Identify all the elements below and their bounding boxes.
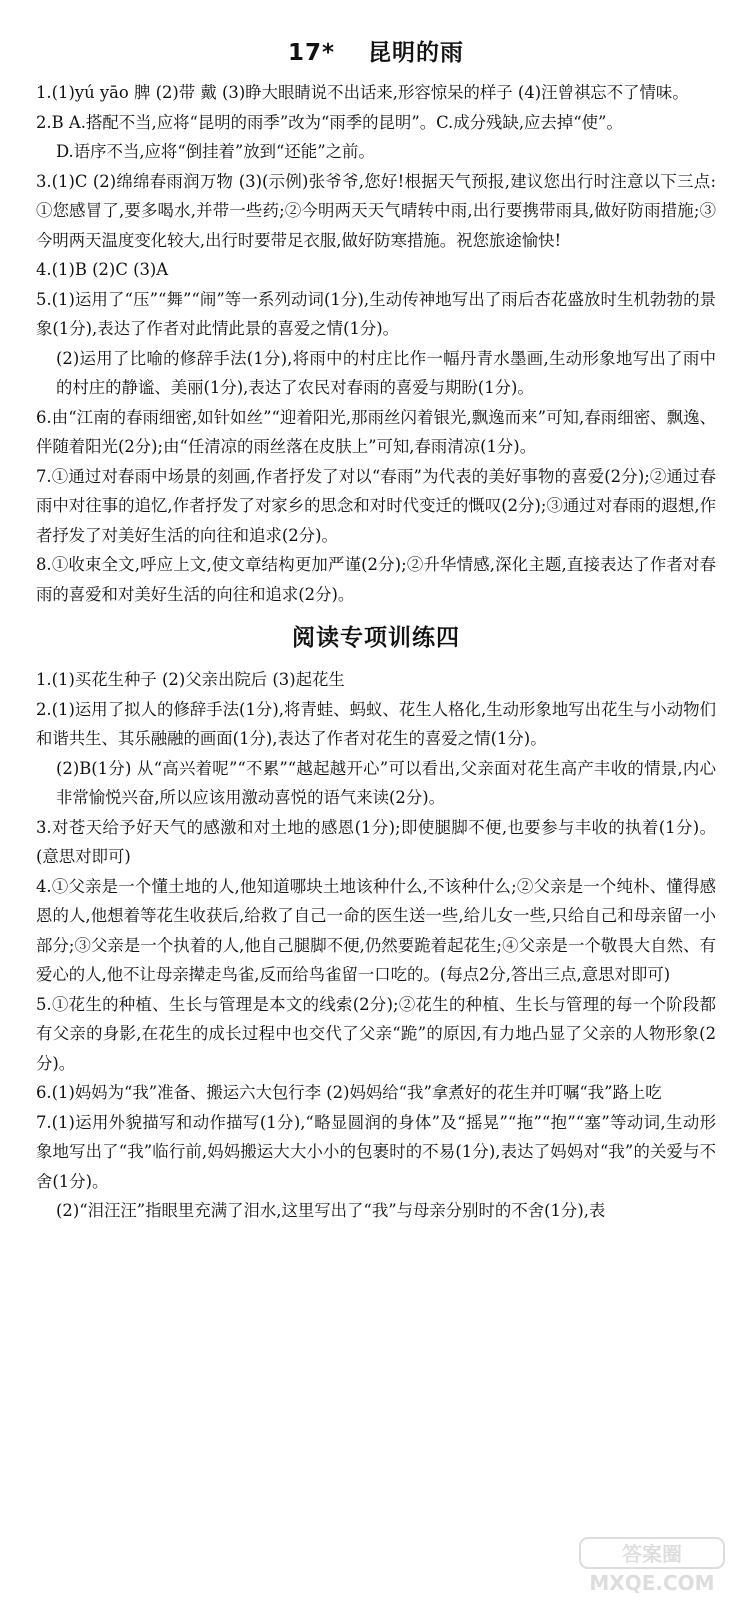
answer-item: 3.(1)C (2)绵绵春雨润万物 (3)(示例)张爷爷,您好!根据天气预报,建议您出行时注意以下三点:①您感冒了,要多喝水,并带一些药;②今明两天天气晴转中雨,出行要携带雨具,做好防雨措施;③今明两天温度变化较大,出行时要带足衣服,做好防寒措施。祝您旅途愉快!: [36, 171, 716, 250]
answer-item: 1.(1)yú yāo 脾 (2)带 戴 (3)睁大眼睛说不出话来,形容惊呆的样子 (4)汪曾祺忘不了情味。: [36, 83, 689, 102]
answer-item: 1.(1)买花生种子 (2)父亲出院后 (3)起花生: [36, 670, 345, 689]
section-title-reading-training: 阅读专项训练四: [292, 625, 460, 651]
answer-item: 5.①花生的种植、生长与管理是本文的线索(2分);②花生的种植、生长与管理的每一个阶段都有父亲的身影,在花生的成长过程中也交代了父亲“跪”的原因,有力地凸显了父亲的人物形象(2分)。: [36, 994, 716, 1073]
answer-item: 3.对苍天给予好天气的感激和对土地的感恩(1分);即使腿脚不便,也要参与丰收的执着(1分)。(意思对即可): [36, 817, 716, 866]
answer-item: 7.(1)运用外貌描写和动作描写(1分),“略显圆润的身体”及“摇晃”“拖”“抱”“塞”等动词,生动形象地写出了“我”临行前,妈妈搬运大大小小的包裹时的不易(1分),表达了妈妈对“我”的关爱与不舍(1分)。: [36, 1112, 716, 1191]
answer-item: 7.①通过对春雨中场景的刻画,作者抒发了对以“春雨”为代表的美好事物的喜爱(2分);②通过春雨中对往事的追忆,作者抒发了对家乡的思念和对时代变迁的慨叹(2分);③通过对春雨的遐想,作者抒发了对美好生活的向往和追求(2分)。: [36, 466, 716, 545]
lesson-title: 昆明的雨: [368, 40, 465, 66]
answer-item-continuation: D.语序不当,应将“倒挂着”放到“还能”之前。: [56, 142, 375, 161]
answer-item: 2.(1)运用了拟人的修辞手法(1分),将青蛙、蚂蚁、花生人格化,生动形象地写出花生与小动物们和谐共生、其乐融融的画面(1分),表达了作者对花生的喜爱之情(1分)。: [36, 699, 716, 748]
lesson-number: 17*: [287, 40, 336, 66]
watermark-logo: [572, 1534, 732, 1594]
answer-item: 8.①收束全文,呼应上文,使文章结构更加严谨(2分);②升华情感,深化主题,直接表达了作者对春雨的喜爱和对美好生活的向往和追求(2分)。: [36, 555, 716, 604]
answer-subitem: (2)“泪汪汪”指眼里充满了泪水,这里写出了“我”与母亲分别时的不舍(1分),表: [56, 1201, 606, 1220]
section-title-kunming-rain: [36, 38, 716, 68]
watermark-line2: MXQE.COM: [589, 1571, 715, 1594]
answer-item: 4.(1)B (2)C (3)A: [36, 260, 169, 279]
answer-item: 2.B A.搭配不当,应将“昆明的雨季”改为“雨季的昆明”。C.成分残缺,应去掉“使”。: [36, 112, 623, 132]
answer-item: 5.(1)运用了“压”“舞”“闹”等一系列动词(1分),生动传神地写出了雨后杏花盛放时生机勃勃的景象(1分),表达了作者对此情此景的喜爱之情(1分)。: [36, 289, 716, 338]
watermark-line1: 答案圈: [622, 1542, 682, 1566]
watermark-badge-icon: [572, 1534, 732, 1594]
answer-item: 6.(1)妈妈为“我”准备、搬运六大包行李 (2)妈妈给“我”拿煮好的花生并叮嘱“我”路上吃: [36, 1083, 662, 1102]
answer-subitem: (2)运用了比喻的修辞手法(1分),将雨中的村庄比作一幅丹青水墨画,生动形象地写出了雨中的村庄的静谧、美丽(1分),表达了农民对春雨的喜爱与期盼(1分)。: [56, 348, 716, 397]
answer-subitem: (2)B(1分) 从“高兴着呢”“不累”“越起越开心”可以看出,父亲面对花生高产丰收的情景,内心非常愉悦兴奋,所以应该用激动喜悦的语气来读(2分)。: [56, 758, 716, 807]
answer-item: 4.①父亲是一个懂土地的人,他知道哪块土地该种什么,不该种什么;②父亲是一个纯朴、懂得感恩的人,他想着等花生收获后,给救了自己一命的医生送一些,给儿女一些,只给自己和母亲留一小部分;③父亲是一个执着的人,他自己腿脚不便,仍然要跪着起花生;④父亲是一个敬畏大自然、有爱心的人,他不让母亲撵走鸟雀,反而给鸟雀留一口吃的。(每点2分,答出三点,意思对即可): [36, 876, 716, 984]
answer-item: 6.由“江南的春雨细密,如针如丝”“迎着阳光,那雨丝闪着银光,飘逸而来”可知,春雨细密、飘逸、伴随着阳光(2分);由“任清凉的雨丝落在皮肤上”可知,春雨清凉(1分)。: [36, 407, 716, 456]
